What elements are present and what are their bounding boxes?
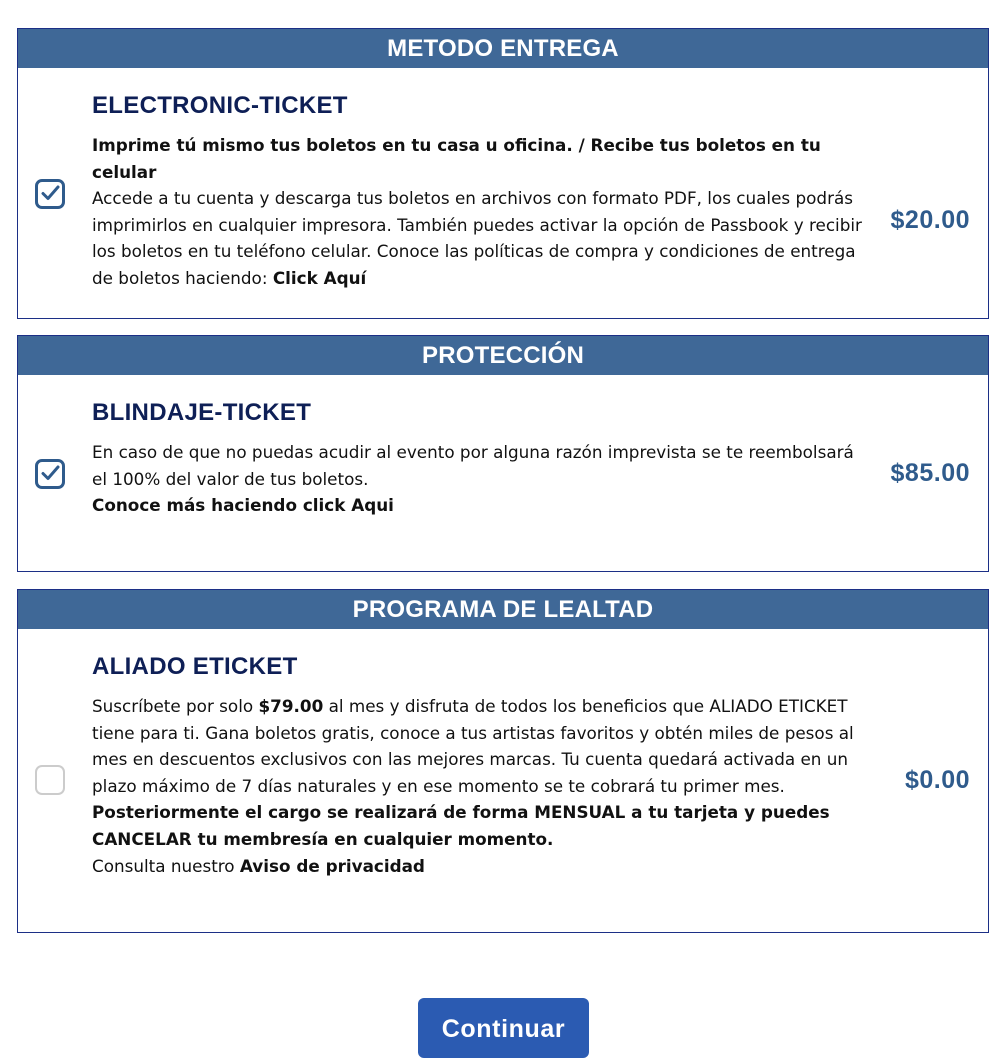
aliado-eticket-checkbox[interactable] [35, 765, 65, 795]
item-title: BLINDAJE-TICKET [92, 399, 312, 426]
item-description [92, 439, 872, 519]
monthly-amount: $79.00 [258, 696, 324, 716]
item-content [92, 399, 872, 519]
item-lead: Imprime tú mismo tus boletos en tu casa u oficina. / Recibe tus boletos en tu celular [92, 135, 821, 182]
privacy-prefix: Consulta nuestro [92, 855, 235, 876]
checkmark-icon [40, 183, 60, 203]
item-title: ELECTRONIC-TICKET [92, 92, 348, 119]
section-body [18, 629, 988, 932]
item-description [92, 132, 872, 292]
checkmark-icon [40, 463, 60, 483]
section-body [18, 68, 988, 318]
section-header: PROTECCIÓN [18, 336, 988, 375]
item-title: ALIADO ETICKET [92, 653, 298, 680]
item-price: $85.00 [890, 459, 970, 487]
privacy-link[interactable]: Aviso de privacidad [239, 855, 425, 876]
item-content [92, 653, 882, 879]
continue-button[interactable]: Continuar [418, 998, 589, 1058]
privacy-line [92, 853, 882, 880]
protection-section [17, 335, 989, 572]
item-text-b: al mes y disfruta de todos los beneficios que ALIADO ETICKET tiene para ti. Gana boletos gratis, conoce a tus artistas favoritos y obtén miles de pesos al mes en descuentos exclusivos con las mejores marcas. Tu cuenta quedará activada en un plazo máximo de 7 días naturales y en ese momento se te cobrará tu primer mes. [92, 696, 854, 796]
section-body [18, 375, 988, 571]
item-text: En caso de que no puedas acudir al evento por alguna razón imprevista se te reembolsará el 100% del valor de tus boletos. [92, 442, 854, 489]
delivery-method-section [17, 28, 989, 319]
item-price: $20.00 [890, 206, 970, 234]
item-description [92, 693, 882, 879]
item-content [92, 92, 872, 292]
section-header: PROGRAMA DE LEALTAD [18, 590, 988, 629]
loyalty-program-section [17, 589, 989, 933]
terms-link[interactable]: Click Aquí [272, 267, 367, 288]
section-header: METODO ENTREGA [18, 29, 988, 68]
billing-notice: Posteriormente el cargo se realizará de forma MENSUAL a tu tarjeta y puedes CANCELAR tu membresía en cualquier momento. [92, 802, 830, 849]
item-price: $0.00 [904, 766, 970, 794]
item-text-a: Suscríbete por solo [92, 696, 254, 716]
item-text: Accede a tu cuenta y descarga tus boletos en archivos con formato PDF, los cuales podrás imprimirlos en cualquier impresora. También puedes activar la opción de Passbook y recibir los boletos en tu teléfono celular. Conoce las políticas de compra y condiciones de entrega de boletos haciendo: [92, 188, 862, 288]
blindaje-ticket-checkbox[interactable] [35, 459, 65, 489]
more-info-link[interactable]: Conoce más haciendo click Aqui [92, 495, 394, 516]
electronic-ticket-checkbox[interactable] [35, 179, 65, 209]
